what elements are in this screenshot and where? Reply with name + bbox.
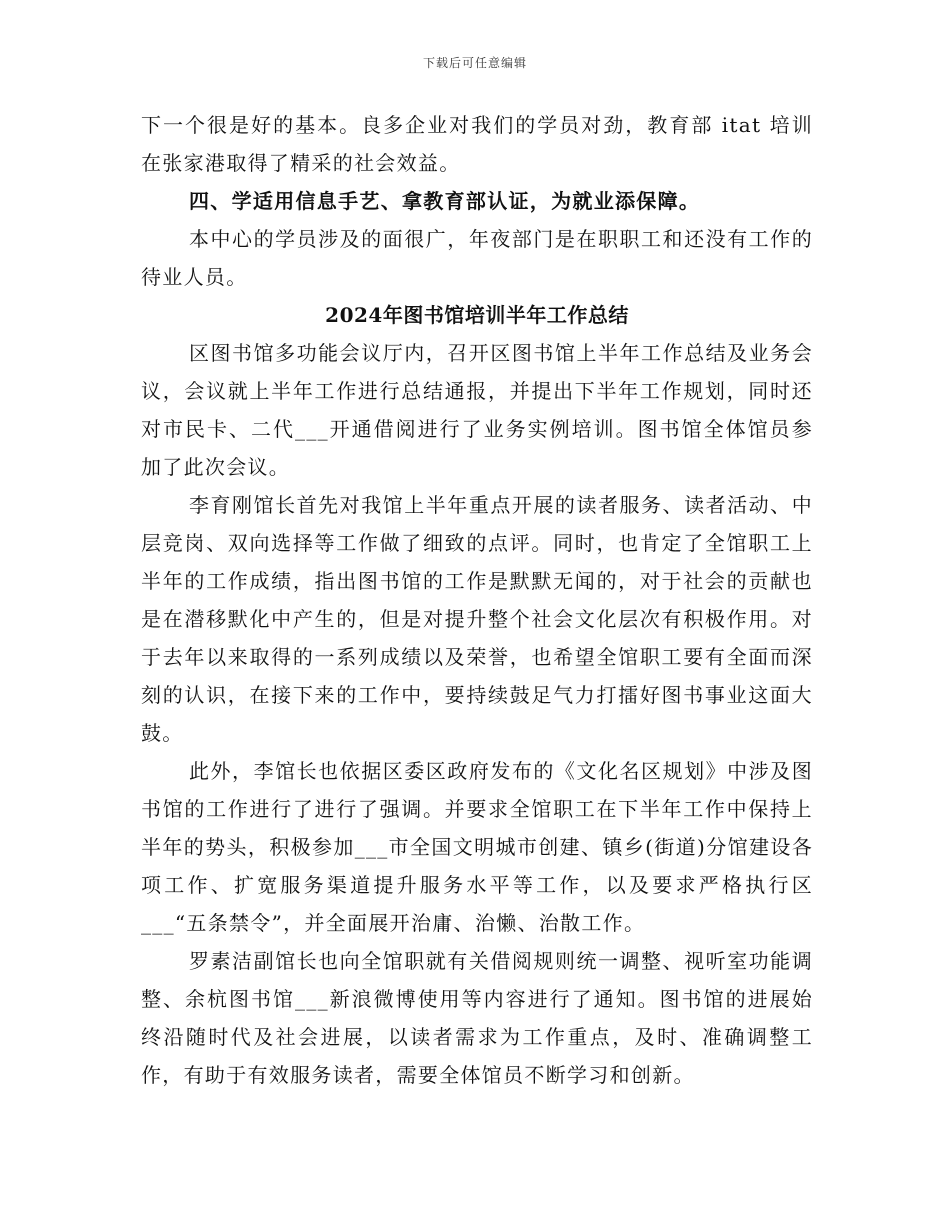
document-body [141, 106, 813, 1094]
paragraph-continuation: 下一个很是好的基本。良多企业对我们的学员对劲，教育部 itat 培训在张家港取得了精采的社会效益。 [141, 113, 813, 175]
document-title: 2024年图书馆培训半年工作总结 [325, 303, 629, 327]
section-heading-four: 四、学适用信息手艺、拿教育部认证，为就业添保障。 [189, 189, 701, 213]
paragraph-meeting: 区图书馆多功能会议厅内，召开区图书馆上半年工作总结及业务会议，会议就上半年工作进行总结通报，并提出下半年工作规划，同时还对市民卡、二代___开通借阅进行了业务实例培训。图书馆全体馆员参加了此次会议。 [141, 341, 813, 479]
page-header-note: 下载后可任意编辑 [422, 56, 527, 70]
paragraph-students: 本中心的学员涉及的面很广，年夜部门是在职职工和还没有工作的待业人员。 [141, 227, 813, 289]
paragraph-planning: 此外，李馆长也依据区委区政府发布的《文化名区规划》中涉及图书馆的工作进行了进行了强调。并要求全馆职工在下半年工作中保持上半年的势头，积极参加___市全国文明城市创建、镇乡(街道)分馆建设各项工作、扩宽服务渠道提升服务水平等工作，以及要求严格执行区___“五条禁令”，并全面展开治庸、治懒、治散工作。 [141, 759, 813, 935]
paragraph-deputy-notice: 罗素洁副馆长也向全馆职就有关借阅规则统一调整、视听室功能调整、余杭图书馆___新浪微博使用等内容进行了通知。图书馆的进展始终沿随时代及社会进展，以读者需求为工作重点，及时、准确调整工作，有助于有效服务读者，需要全体馆员不断学习和创新。 [141, 949, 813, 1087]
paragraph-director-review: 李育刚馆长首先对我馆上半年重点开展的读者服务、读者活动、中层竞岗、双向选择等工作做了细致的点评。同时，也肯定了全馆职工上半年的工作成绩，指出图书馆的工作是默默无闻的，对于社会的贡献也是在潜移默化中产生的，但是对提升整个社会文化层次有积极作用。对于去年以来取得的一系列成绩以及荣誉，也希望全馆职工要有全面而深刻的认识，在接下来的工作中，要持续鼓足气力打擂好图书事业这面大鼓。 [141, 493, 813, 745]
